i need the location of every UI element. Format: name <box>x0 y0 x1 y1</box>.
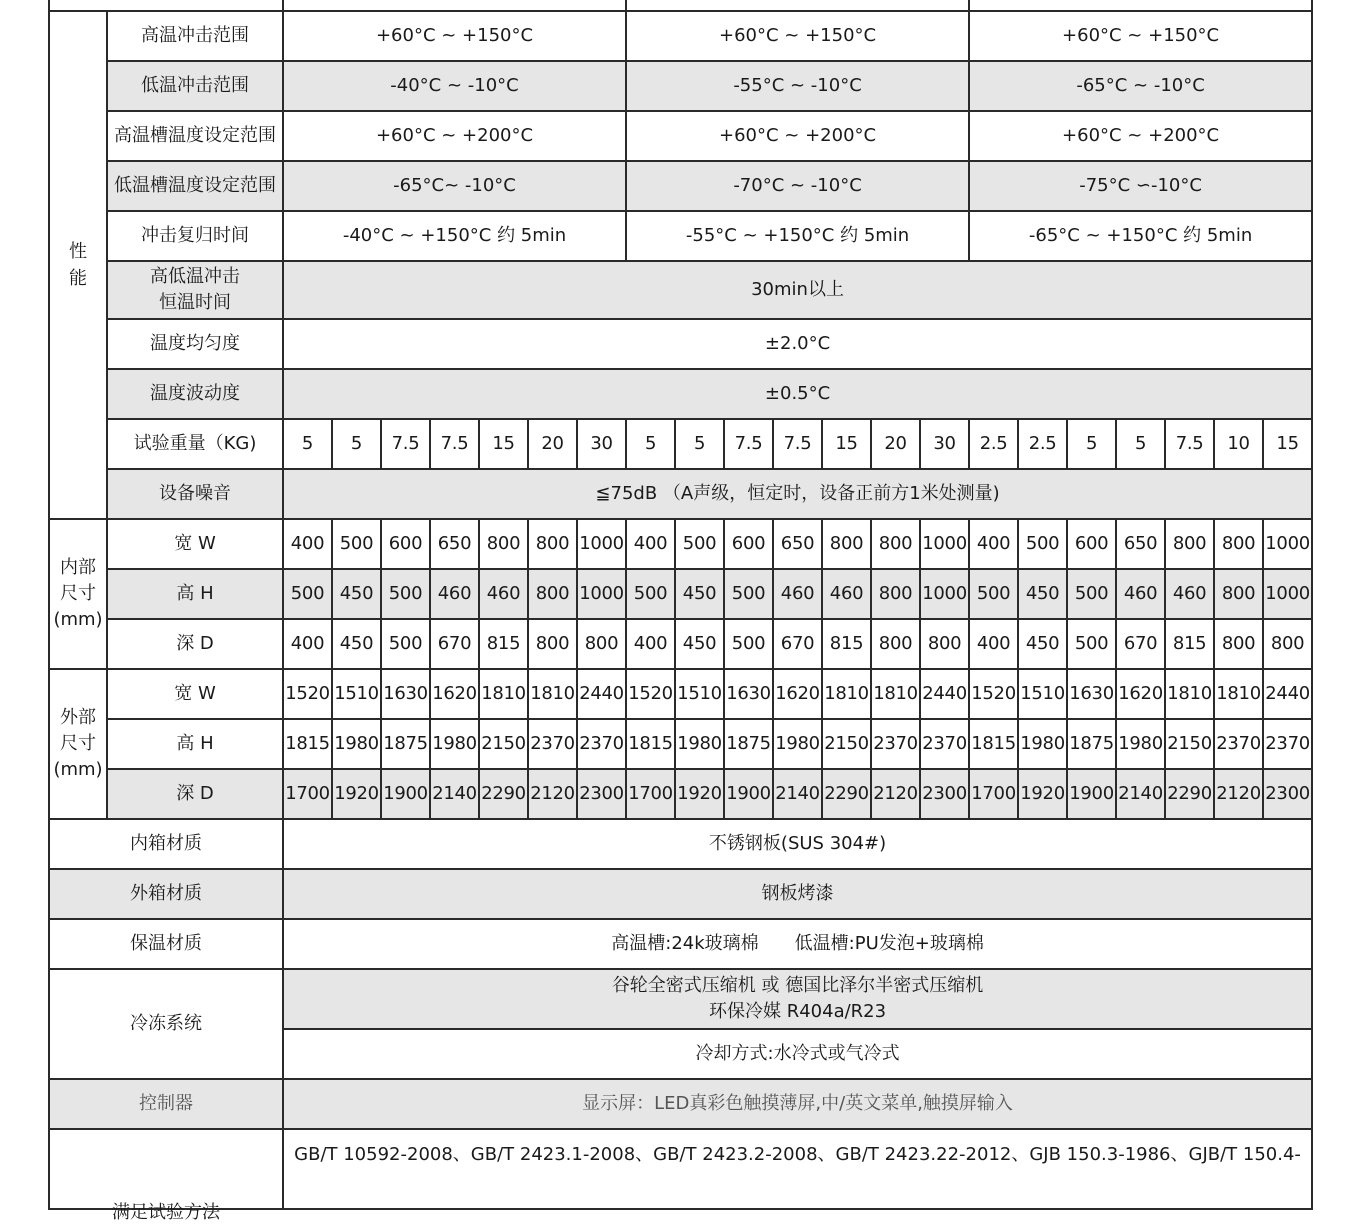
size-cell: 1810 <box>822 669 871 719</box>
size-cell: 1980 <box>1018 719 1067 769</box>
size-cell: 800 <box>822 519 871 569</box>
insulation-low-temp: 低温槽:PU发泡+玻璃棉 <box>794 933 984 954</box>
size-cell: 1875 <box>381 719 430 769</box>
size-cell: 600 <box>381 519 430 569</box>
header-cell <box>283 0 626 11</box>
value-cell: ±0.5°C <box>283 369 1312 419</box>
size-cell: 400 <box>969 519 1018 569</box>
weight-cell: 7.5 <box>381 419 430 469</box>
row-label: 深 D <box>107 769 283 819</box>
row-label: 宽 W <box>107 669 283 719</box>
size-cell: 460 <box>1165 569 1214 619</box>
size-cell: 1630 <box>381 669 430 719</box>
section-label-line: 外部 <box>60 707 96 728</box>
size-cell: 2120 <box>528 769 577 819</box>
size-cell: 815 <box>822 619 871 669</box>
table-row-outer-h <box>49 719 1312 769</box>
weight-cell: 10 <box>1214 419 1263 469</box>
size-cell: 1620 <box>773 669 822 719</box>
size-cell: 800 <box>528 569 577 619</box>
size-cell: 600 <box>724 519 773 569</box>
table-row-outer-w <box>49 669 1312 719</box>
weight-cell: 15 <box>479 419 528 469</box>
row-label-line: 高低温冲击 <box>150 266 240 287</box>
table-row-inner-h <box>49 569 1312 619</box>
size-cell: 400 <box>626 519 675 569</box>
value-cell: 冷却方式:水冷式或气冷式 <box>283 1029 1312 1079</box>
size-cell: 500 <box>675 519 724 569</box>
size-cell: 2370 <box>577 719 626 769</box>
weight-cell: 7.5 <box>430 419 479 469</box>
weight-cell: 30 <box>920 419 969 469</box>
size-cell: 2440 <box>1263 669 1312 719</box>
table-row-test-methods <box>49 1129 1312 1209</box>
value-cell: +60°C ~ +200°C <box>969 111 1312 161</box>
row-label: 内箱材质 <box>49 819 283 869</box>
row-label: 控制器 <box>49 1079 283 1129</box>
size-cell: 1815 <box>969 719 1018 769</box>
value-cell: +60°C ~ +200°C <box>283 111 626 161</box>
size-cell: 450 <box>332 569 381 619</box>
size-cell: 2120 <box>871 769 920 819</box>
weight-cell: 20 <box>871 419 920 469</box>
size-cell: 800 <box>577 619 626 669</box>
size-cell: 400 <box>283 619 332 669</box>
size-cell: 1980 <box>430 719 479 769</box>
size-cell: 1810 <box>1214 669 1263 719</box>
size-cell: 815 <box>1165 619 1214 669</box>
row-label <box>49 1129 283 1223</box>
header-cell <box>49 0 283 11</box>
size-cell: 2370 <box>1263 719 1312 769</box>
size-cell: 1875 <box>1067 719 1116 769</box>
value-cell: -70°C ~ -10°C <box>626 161 969 211</box>
table-row <box>49 111 1312 161</box>
size-cell: 800 <box>1263 619 1312 669</box>
size-cell: 500 <box>381 569 430 619</box>
size-cell: 500 <box>332 519 381 569</box>
size-cell: 1000 <box>920 519 969 569</box>
size-cell: 1510 <box>675 669 724 719</box>
size-cell: 1810 <box>1165 669 1214 719</box>
row-label: 冷冻系统 <box>49 969 283 1079</box>
value-cell: +60°C ~ +150°C <box>283 11 626 61</box>
size-cell: 1700 <box>969 769 1018 819</box>
size-cell: 1980 <box>773 719 822 769</box>
section-label-line: (mm) <box>53 759 103 780</box>
row-label: 试验重量（KG) <box>107 419 283 469</box>
size-cell: 800 <box>479 519 528 569</box>
size-cell: 450 <box>675 569 724 619</box>
row-label: 高 H <box>107 569 283 619</box>
size-cell: 1920 <box>1018 769 1067 819</box>
size-cell: 2440 <box>920 669 969 719</box>
size-cell: 815 <box>479 619 528 669</box>
size-cell: 450 <box>675 619 724 669</box>
row-label: 低温槽温度设定范围 <box>107 161 283 211</box>
table-row <box>49 469 1312 519</box>
size-cell: 500 <box>283 569 332 619</box>
size-cell: 500 <box>724 619 773 669</box>
size-cell: 2140 <box>1116 769 1165 819</box>
size-cell: 500 <box>381 619 430 669</box>
size-cell: 400 <box>969 619 1018 669</box>
size-cell: 670 <box>773 619 822 669</box>
value-cell: +60°C ~ +200°C <box>626 111 969 161</box>
weight-cell: 30 <box>577 419 626 469</box>
size-cell: 2290 <box>822 769 871 819</box>
size-cell: 800 <box>871 569 920 619</box>
size-cell: 460 <box>773 569 822 619</box>
row-label: 宽 W <box>107 519 283 569</box>
value-cell: +60°C ~ +150°C <box>969 11 1312 61</box>
size-cell: 2370 <box>528 719 577 769</box>
size-cell: 500 <box>626 569 675 619</box>
value-cell: -65°C ~ -10°C <box>969 61 1312 111</box>
row-label: 温度均匀度 <box>107 319 283 369</box>
size-cell: 800 <box>1214 569 1263 619</box>
size-cell: 1520 <box>969 669 1018 719</box>
size-cell: 1700 <box>626 769 675 819</box>
size-cell: 1620 <box>1116 669 1165 719</box>
spec-table <box>48 0 1313 1223</box>
refrigerant-line: 环保冷媒 R404a/R23 <box>709 1001 887 1022</box>
table-row-outer-d <box>49 769 1312 819</box>
size-cell: 2290 <box>1165 769 1214 819</box>
weight-cell: 20 <box>528 419 577 469</box>
value-cell: -55°C ~ -10°C <box>626 61 969 111</box>
weight-cell: 5 <box>1116 419 1165 469</box>
size-cell: 1000 <box>1263 519 1312 569</box>
size-cell: 2370 <box>920 719 969 769</box>
table-row <box>49 161 1312 211</box>
size-cell: 460 <box>430 569 479 619</box>
row-label: 高 H <box>107 719 283 769</box>
row-label: 温度波动度 <box>107 369 283 419</box>
size-cell: 1000 <box>1263 569 1312 619</box>
section-performance-label <box>49 11 107 519</box>
size-cell: 1900 <box>1067 769 1116 819</box>
size-cell: 1620 <box>430 669 479 719</box>
size-cell: 800 <box>1214 519 1263 569</box>
size-cell: 2150 <box>822 719 871 769</box>
size-cell: 500 <box>1018 519 1067 569</box>
table-row <box>49 261 1312 319</box>
row-label: 保温材质 <box>49 919 283 969</box>
weight-cell: 5 <box>1067 419 1116 469</box>
size-cell: 2290 <box>479 769 528 819</box>
size-cell: 450 <box>1018 569 1067 619</box>
value-cell: +60°C ~ +150°C <box>626 11 969 61</box>
size-cell: 1630 <box>1067 669 1116 719</box>
size-cell: 2300 <box>920 769 969 819</box>
value-cell: GB/T 10592-2008、GB/T 2423.1-2008、GB/T 2423.2-2008、GB/T 2423.22-2012、GJB 150.3-1986、GJB/T 150.4- <box>283 1129 1312 1209</box>
size-cell: 1510 <box>1018 669 1067 719</box>
size-cell: 800 <box>1165 519 1214 569</box>
size-cell: 500 <box>969 569 1018 619</box>
row-label-hold-time <box>107 261 283 319</box>
size-cell: 400 <box>283 519 332 569</box>
size-cell: 450 <box>1018 619 1067 669</box>
table-row-outer-material <box>49 869 1312 919</box>
value-cell: 显示屏：LED真彩色触摸薄屏,中/英文菜单,触摸屏输入 <box>283 1079 1312 1129</box>
size-cell: 1520 <box>626 669 675 719</box>
value-cell: 钢板烤漆 <box>283 869 1312 919</box>
size-cell: 1980 <box>332 719 381 769</box>
table-row-compressor <box>49 969 1312 1029</box>
table-row <box>49 11 1312 61</box>
size-cell: 500 <box>1067 569 1116 619</box>
size-cell: 800 <box>871 619 920 669</box>
weight-cell: 5 <box>332 419 381 469</box>
size-cell: 1900 <box>724 769 773 819</box>
size-cell: 1000 <box>920 569 969 619</box>
size-cell: 650 <box>773 519 822 569</box>
value-cell: -55°C ~ +150°C 约 5min <box>626 211 969 261</box>
size-cell: 1810 <box>479 669 528 719</box>
row-label-line: 恒温时间 <box>159 292 231 313</box>
size-cell: 2300 <box>1263 769 1312 819</box>
header-cell <box>969 0 1312 11</box>
row-label: 低温冲击范围 <box>107 61 283 111</box>
size-cell: 1980 <box>1116 719 1165 769</box>
size-cell: 1700 <box>283 769 332 819</box>
size-cell: 650 <box>430 519 479 569</box>
size-cell: 1815 <box>283 719 332 769</box>
value-cell: 不锈钢板(SUS 304#) <box>283 819 1312 869</box>
row-label: 高温冲击范围 <box>107 11 283 61</box>
size-cell: 800 <box>871 519 920 569</box>
table-row-controller <box>49 1079 1312 1129</box>
weight-cell: 5 <box>283 419 332 469</box>
table-row-insulation <box>49 919 1312 969</box>
section-label-line: (mm) <box>53 609 103 630</box>
size-cell: 1630 <box>724 669 773 719</box>
weight-cell: 15 <box>822 419 871 469</box>
row-label: 外箱材质 <box>49 869 283 919</box>
value-cell <box>283 969 1312 1029</box>
size-cell: 460 <box>479 569 528 619</box>
size-cell: 460 <box>822 569 871 619</box>
size-cell: 1815 <box>626 719 675 769</box>
weight-cell: 2.5 <box>1018 419 1067 469</box>
row-label: 深 D <box>107 619 283 669</box>
weight-cell: 2.5 <box>969 419 1018 469</box>
size-cell: 2140 <box>773 769 822 819</box>
insulation-high-temp: 高温槽:24k玻璃棉 <box>611 933 759 954</box>
table-row <box>49 369 1312 419</box>
value-cell: -40°C ~ -10°C <box>283 61 626 111</box>
size-cell: 2150 <box>479 719 528 769</box>
section-inner-size-label <box>49 519 107 669</box>
size-cell: 460 <box>1116 569 1165 619</box>
size-cell: 1920 <box>332 769 381 819</box>
weight-cell: 7.5 <box>1165 419 1214 469</box>
weight-cell: 7.5 <box>724 419 773 469</box>
size-cell: 800 <box>1214 619 1263 669</box>
table-row-weight <box>49 419 1312 469</box>
size-cell: 500 <box>1067 619 1116 669</box>
value-cell: ≦75dB （A声级，恒定时，设备正前方1米处测量) <box>283 469 1312 519</box>
size-cell: 400 <box>626 619 675 669</box>
size-cell: 1810 <box>528 669 577 719</box>
value-cell: 30min以上 <box>283 261 1312 319</box>
size-cell: 2300 <box>577 769 626 819</box>
size-cell: 2120 <box>1214 769 1263 819</box>
spec-table-container <box>48 0 1313 1223</box>
size-cell: 670 <box>1116 619 1165 669</box>
size-cell: 800 <box>528 519 577 569</box>
row-label: 高温槽温度设定范围 <box>107 111 283 161</box>
weight-cell: 5 <box>626 419 675 469</box>
row-label: 冲击复归时间 <box>107 211 283 261</box>
value-cell: -65°C~ -10°C <box>283 161 626 211</box>
value-cell: -40°C ~ +150°C 约 5min <box>283 211 626 261</box>
size-cell: 1920 <box>675 769 724 819</box>
size-cell: 1810 <box>871 669 920 719</box>
size-cell: 1000 <box>577 569 626 619</box>
compressor-line: 谷轮全密式压缩机 或 德国比泽尔半密式压缩机 <box>611 975 984 996</box>
size-cell: 2150 <box>1165 719 1214 769</box>
section-label-char: 性能 <box>69 241 87 289</box>
section-label-line: 尺寸 <box>60 733 96 754</box>
size-cell: 1875 <box>724 719 773 769</box>
size-cell: 800 <box>528 619 577 669</box>
size-cell: 600 <box>1067 519 1116 569</box>
size-cell: 1520 <box>283 669 332 719</box>
weight-cell: 5 <box>675 419 724 469</box>
size-cell: 2370 <box>1214 719 1263 769</box>
header-row-partial <box>49 0 1312 11</box>
size-cell: 450 <box>332 619 381 669</box>
value-cell: -75°C ∽-10°C <box>969 161 1312 211</box>
size-cell: 800 <box>920 619 969 669</box>
size-cell: 1000 <box>577 519 626 569</box>
table-row <box>49 319 1312 369</box>
size-cell: 1510 <box>332 669 381 719</box>
table-row <box>49 211 1312 261</box>
size-cell: 670 <box>430 619 479 669</box>
weight-cell: 15 <box>1263 419 1312 469</box>
size-cell: 2440 <box>577 669 626 719</box>
value-cell <box>283 919 1312 969</box>
table-row-inner-material <box>49 819 1312 869</box>
size-cell: 2370 <box>871 719 920 769</box>
weight-cell: 7.5 <box>773 419 822 469</box>
value-cell: ±2.0°C <box>283 319 1312 369</box>
section-outer-size-label <box>49 669 107 819</box>
row-label-text: 满足试验方法 <box>112 1202 220 1223</box>
size-cell: 1980 <box>675 719 724 769</box>
section-label-line: 内部 <box>60 557 96 578</box>
section-label-line: 尺寸 <box>60 583 96 604</box>
size-cell: 500 <box>724 569 773 619</box>
size-cell: 650 <box>1116 519 1165 569</box>
table-row-inner-w <box>49 519 1312 569</box>
table-row <box>49 61 1312 111</box>
size-cell: 2140 <box>430 769 479 819</box>
header-cell <box>626 0 969 11</box>
value-cell: -65°C ~ +150°C 约 5min <box>969 211 1312 261</box>
size-cell: 1900 <box>381 769 430 819</box>
table-row-inner-d <box>49 619 1312 669</box>
row-label: 设备噪音 <box>107 469 283 519</box>
